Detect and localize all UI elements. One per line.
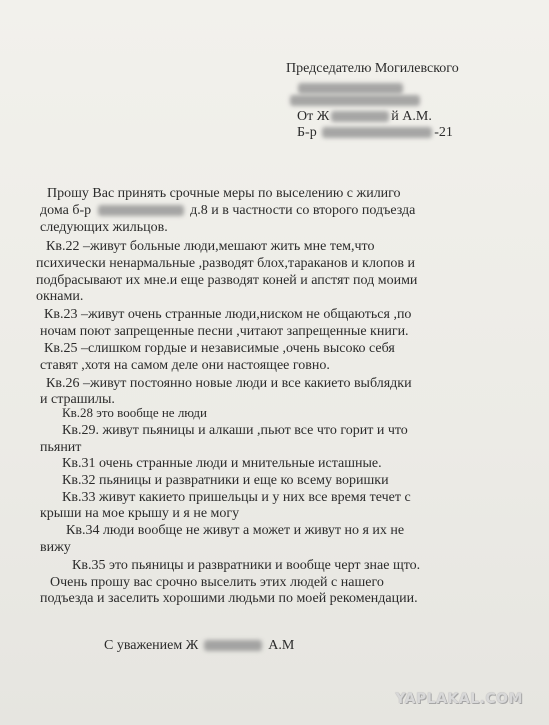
body-line: Кв.33 живут какието пришельцы и у них все время течет с	[62, 490, 411, 505]
from-line: От Ж й А.М.	[297, 109, 432, 124]
body-line: Кв.25 –слишком гордые и независимые ,очень высоко себя	[44, 341, 395, 356]
body-line: Кв.23 –живут очень странные люди,ниском не общаються ,по	[44, 307, 412, 322]
body-line: Прошу Вас принять срочные меры по выселению с жилиго	[47, 186, 401, 201]
body-line: дома б-р д.8 и в частности со второго подъезда	[40, 203, 416, 218]
body-line: психически ненармальные ,разводят блох,тараканов и клопов и	[36, 256, 416, 271]
body-line: Кв.26 –живут постоянно новые люди и все какието выблядки	[46, 376, 412, 391]
redacted-line	[290, 92, 420, 109]
body-line: и страшилы.	[40, 392, 115, 407]
signature-line: С уважением Ж А.М	[104, 638, 295, 653]
body-line: Кв.22 –живут больные люди,мешают жить мне тем,что	[46, 239, 375, 254]
body-line: ставят ,хотя на самом деле они настоящее говно.	[40, 358, 330, 373]
body-line: подбрасывают их мне.и еще разводят коней и апстят под моими	[36, 273, 418, 288]
body-line: Кв.29. живут пьяницы и алкаши ,пьют все что горит и что	[62, 423, 408, 438]
redacted-name	[204, 640, 262, 651]
address-line: Б-р -21	[297, 125, 453, 140]
body-line: Кв.28 это вообще не люди	[62, 405, 207, 420]
body-line: Кв.32 пьяницы и развратники и еще ко всему воришки	[62, 473, 389, 488]
redacted-name	[331, 111, 389, 122]
body-line: вижу	[40, 540, 71, 555]
body-line: подъезда и заселить хорошими людьми по моей рекомендации.	[40, 591, 418, 606]
body-line: окнами.	[36, 289, 84, 304]
body-line: крыши на мое крышу и я не могу	[40, 506, 240, 521]
body-line: Очень прошу вас срочно выселить этих людей с нашего	[50, 575, 384, 590]
body-line: ночам поют запрещенные песни ,читают запрещенные книги.	[40, 324, 409, 339]
body-line: пьянит	[40, 440, 82, 455]
body-line: Кв.31 очень странные люди и мнительные исташные.	[62, 456, 382, 471]
site-watermark: YAPLAKAL.COM	[395, 691, 523, 707]
redacted-street	[322, 127, 432, 138]
body-line: Кв.34 люди вообще не живут а может и живут но я их не	[66, 523, 405, 538]
redacted-street	[98, 205, 184, 216]
body-line: следующих жильцов.	[40, 220, 168, 235]
addressee: Председателю Могилевского	[286, 61, 459, 76]
body-line: Кв.35 это пьяницы и развратники и вообще черт знае щто.	[72, 558, 421, 573]
